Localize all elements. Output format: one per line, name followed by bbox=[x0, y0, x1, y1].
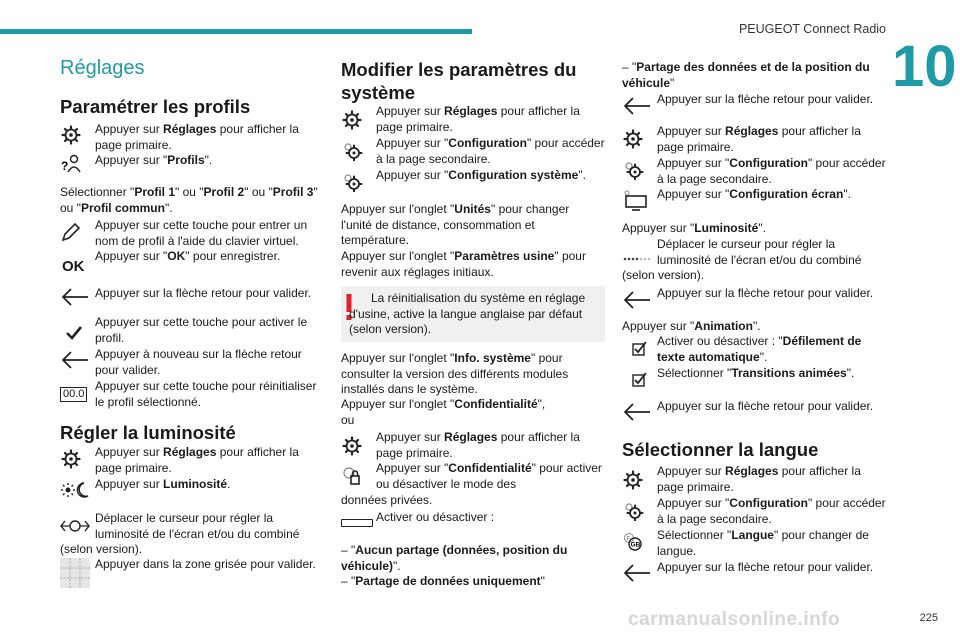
page-number: 225 bbox=[919, 612, 938, 624]
settings-gear-icon bbox=[341, 436, 363, 456]
note-text: La réinitialisation du système en réglage d'usine, active la langue anglaise par défaut (selon version). bbox=[349, 291, 586, 336]
screen-configuration-icon bbox=[622, 190, 650, 210]
step-text: Appuyer sur "OK" pour enregistrer. bbox=[95, 249, 281, 263]
settings-gear-icon bbox=[60, 449, 82, 469]
step-text: (selon version). bbox=[60, 542, 143, 556]
ok-key-icon: OK bbox=[62, 258, 85, 275]
header-bar bbox=[0, 29, 472, 34]
list-item: – "Partage des données et de la position du véhicule" bbox=[622, 60, 870, 90]
step-text: Appuyer sur Réglages pour afficher la page primaire. bbox=[376, 430, 580, 460]
list-item: – "Aucun partage (données, position du véhicule)". bbox=[341, 543, 568, 573]
settings-gear-icon bbox=[60, 125, 82, 145]
settings-gear-icon bbox=[622, 470, 644, 490]
chapter-number: 10 bbox=[892, 34, 957, 99]
step-text: ou bbox=[341, 413, 355, 427]
step-text: Déplacer le curseur pour régler la luminosité de l'écran et/ou du combiné bbox=[657, 237, 862, 267]
back-arrow-icon bbox=[622, 96, 652, 116]
step-text: Sélectionner "Transitions animées". bbox=[657, 366, 855, 380]
step-text: Appuyer sur la flèche retour pour valider. bbox=[657, 399, 874, 413]
step-text: Appuyer sur "Confidentialité" pour activer ou désactiver le mode des bbox=[376, 461, 602, 491]
slider-dots-icon bbox=[622, 250, 652, 258]
step-text: Appuyer sur "Configuration" pour accéder à la page secondaire. bbox=[657, 156, 886, 186]
step-text: Appuyer sur "Configuration système". bbox=[376, 168, 586, 182]
brightness-icon bbox=[60, 480, 90, 500]
step-text: Appuyer sur l'onglet "Confidentialité", bbox=[341, 397, 546, 411]
step-text: Appuyer sur "Luminosité". bbox=[622, 221, 766, 235]
step-text: Activer ou désactiver : bbox=[376, 510, 495, 524]
step-text: Appuyer sur la flèche retour pour valider. bbox=[657, 92, 874, 106]
heading-language: Sélectionner la langue bbox=[622, 439, 819, 460]
step-text: Appuyer sur Réglages pour afficher la page primaire. bbox=[95, 445, 299, 475]
profiles-icon bbox=[60, 153, 82, 173]
step-text: Activer ou désactiver : "Défilement de texte automatique". bbox=[657, 334, 862, 364]
step-text: Appuyer sur "Configuration" pour accéder à la page secondaire. bbox=[376, 136, 605, 166]
step-text: Appuyer sur Luminosité. bbox=[95, 477, 231, 491]
step-text: Appuyer sur cette touche pour entrer un nom de profil à l'aide du clavier virtuel. bbox=[95, 218, 308, 248]
step-text: Déplacer le curseur pour régler la luminosité de l'écran et/ou du combiné bbox=[95, 511, 300, 541]
system-configuration-icon bbox=[341, 172, 363, 192]
settings-gear-icon bbox=[341, 110, 363, 130]
svg-text:F: F bbox=[626, 536, 631, 543]
step-text: Appuyer sur Réglages pour afficher la page primaire. bbox=[376, 104, 580, 134]
back-arrow-icon bbox=[60, 287, 90, 307]
step-text: Appuyer sur l'onglet "Unités" pour changer l'unité de distance, consommation et température. bbox=[341, 202, 570, 247]
step-text: Sélectionner "Langue" pour changer de langue. bbox=[657, 528, 869, 558]
heading-brightness: Régler la luminosité bbox=[60, 422, 236, 443]
step-text: Appuyer sur l'onglet "Paramètres usine" pour revenir aux réglages initiaux. bbox=[341, 249, 586, 279]
step-text: Appuyer sur "Profils". bbox=[95, 153, 213, 167]
heading-system: Modifier les paramètres du système bbox=[341, 59, 577, 103]
list-item: – "Partage de données uniquement" bbox=[341, 574, 545, 588]
watermark: carmanualsonline.info bbox=[628, 609, 841, 630]
step-text: Appuyer sur la flèche retour pour valider. bbox=[95, 286, 312, 300]
settings-gear-icon bbox=[622, 129, 644, 149]
step-text: Appuyer sur cette touche pour activer le profil. bbox=[95, 315, 308, 345]
svg-text:GB: GB bbox=[630, 541, 641, 549]
step-text: Sélectionner "Profil 1" ou "Profil 2" ou "Profil 3" ou "Profil commun". bbox=[60, 185, 318, 215]
step-text: Appuyer sur l'onglet "Info. système" pour consulter la version des différents modules installés dans le système. bbox=[341, 351, 569, 396]
step-text: Appuyer sur "Configuration écran". bbox=[657, 187, 851, 201]
checkbox-icon bbox=[632, 371, 648, 387]
step-text: Appuyer sur la flèche retour pour valider. bbox=[657, 560, 874, 574]
step-text: Appuyer à nouveau sur la flèche retour pour valider. bbox=[95, 347, 302, 377]
back-arrow-icon bbox=[622, 290, 652, 310]
configuration-icon bbox=[622, 501, 644, 521]
step-text: Appuyer dans la zone grisée pour valider. bbox=[95, 557, 316, 571]
step-text: Appuyer sur Réglages pour afficher la page primaire. bbox=[95, 122, 299, 152]
back-arrow-icon bbox=[60, 350, 90, 370]
step-text: Appuyer sur la flèche retour pour valider. bbox=[657, 286, 874, 300]
step-text: Appuyer sur Réglages pour afficher la page primaire. bbox=[657, 464, 861, 494]
reset-key-icon: 00.0 bbox=[60, 387, 87, 402]
brand-title: PEUGEOT Connect Radio bbox=[738, 22, 886, 36]
configuration-icon bbox=[622, 160, 644, 180]
language-icon bbox=[622, 532, 644, 552]
step-text: Appuyer sur cette touche pour réinitialiser le profil sélectionné. bbox=[95, 379, 317, 409]
toggle-icon bbox=[341, 519, 373, 527]
step-text: (selon version). bbox=[622, 268, 705, 282]
privacy-icon bbox=[341, 466, 363, 486]
warning-note bbox=[341, 286, 605, 342]
checkbox-icon bbox=[632, 340, 648, 356]
checkmark-icon bbox=[64, 322, 86, 342]
heading-profiles: Paramétrer les profils bbox=[60, 96, 251, 117]
pencil-icon bbox=[60, 222, 82, 242]
section-title: Réglages bbox=[60, 57, 145, 79]
step-text: Appuyer sur Réglages pour afficher la page primaire. bbox=[657, 124, 861, 154]
back-arrow-icon bbox=[622, 402, 652, 422]
svg-text:?: ? bbox=[61, 159, 69, 173]
grey-zone-icon bbox=[60, 558, 90, 588]
back-arrow-icon bbox=[622, 563, 652, 583]
step-text: données privées. bbox=[341, 493, 433, 507]
step-text: Appuyer sur "Animation". bbox=[622, 319, 761, 333]
step-text: Appuyer sur "Configuration" pour accéder à la page secondaire. bbox=[657, 496, 886, 526]
configuration-icon bbox=[341, 141, 363, 161]
slider-icon bbox=[60, 516, 90, 536]
